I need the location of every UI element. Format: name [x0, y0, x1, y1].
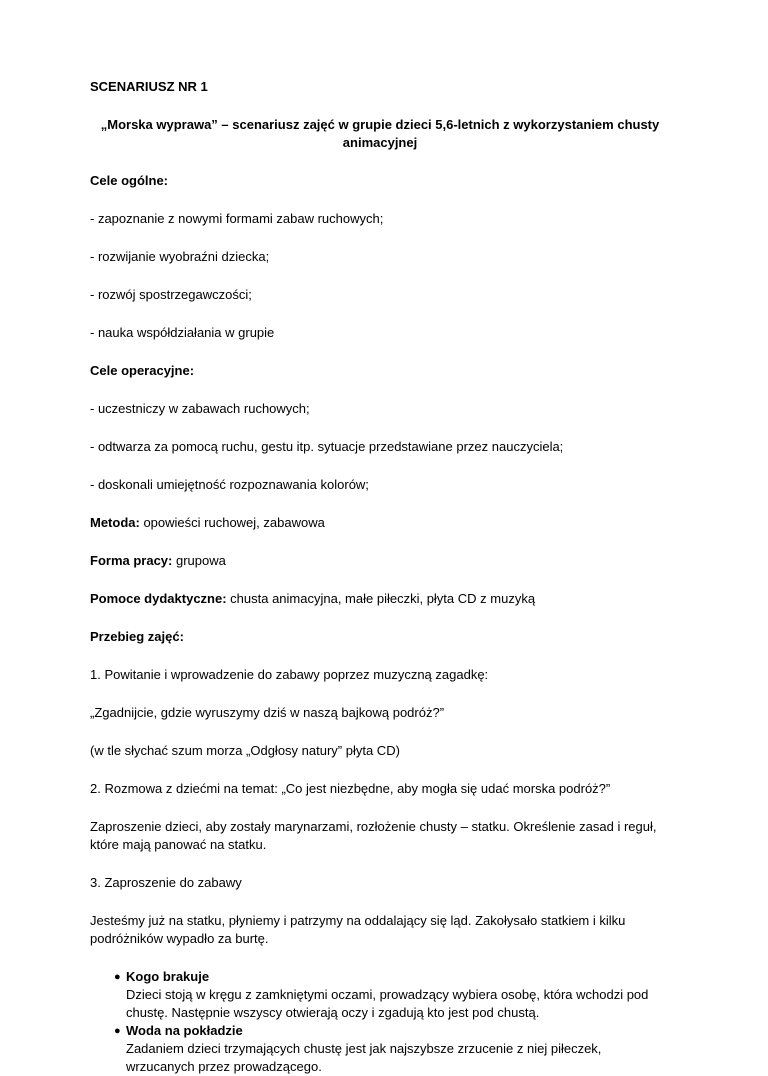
form-label: Forma pracy:: [90, 553, 173, 568]
course-paragraph: 3. Zaproszenie do zabawy: [90, 875, 242, 890]
general-goals-heading: Cele ogólne:: [90, 173, 169, 188]
operational-goal-item: - uczestniczy w zabawach ruchowych;: [90, 401, 310, 416]
activity-description: Dzieci stoją w kręgu z zamkniętymi oczami, prowadzący wybiera osobę, która wchodzi pod chustę. Następnie wszyscy otwierają oczy i zgadują kto jest pod chustą.: [126, 987, 649, 1020]
general-goal-item: - rozwijanie wyobraźni dziecka;: [90, 249, 270, 264]
method-value: opowieści ruchowej, zabawowa: [139, 515, 325, 530]
form-line: [90, 552, 670, 570]
activities-list: [90, 968, 670, 1076]
method-line: [90, 514, 670, 532]
activity-description: Zadaniem dzieci trzymających chustę jest jak najszybsze zrzucenie z niej piłeczek, wrzucanych przez prowadzącego.: [126, 1041, 602, 1074]
aids-line: [90, 590, 670, 608]
operational-goal-item: - odtwarza za pomocą ruchu, gestu itp. sytuacje przedstawiane przez nauczyciela;: [90, 439, 564, 454]
course-paragraph: Zaproszenie dzieci, aby zostały marynarzami, rozłożenie chusty – statku. Określenie zasad i reguł, które mają panować na statku.: [90, 819, 657, 852]
general-goal-item: - rozwój spostrzegawczości;: [90, 287, 252, 302]
course-paragraph: 2. Rozmowa z dziećmi na temat: „Co jest niezbędne, aby mogła się udać morska podróż?”: [90, 781, 611, 796]
form-value: grupowa: [172, 553, 226, 568]
course-paragraph: 1. Powitanie i wprowadzenie do zabawy poprzez muzyczną zagadkę:: [90, 667, 489, 682]
general-goal-item: - zapoznanie z nowymi formami zabaw ruchowych;: [90, 211, 384, 226]
document-title: „Morska wyprawa” – scenariusz zajęć w grupie dzieci 5,6-letnich z wykorzystaniem chusty animacyjnej: [100, 117, 660, 150]
aids-value: chusta animacyjna, małe piłeczki, płyta CD z muzyką: [226, 591, 536, 606]
activity-name: Kogo brakuje: [126, 969, 210, 984]
operational-goal-item: - doskonali umiejętność rozpoznawania kolorów;: [90, 477, 369, 492]
activity-name: Woda na pokładzie: [126, 1023, 243, 1038]
list-item: [90, 1022, 670, 1076]
aids-label: Pomoce dydaktyczne:: [90, 591, 227, 606]
course-paragraph: Jesteśmy już na statku, płyniemy i patrzymy na oddalający się ląd. Zakołysało statkiem i kilku podróżników wypadło za burtę.: [90, 913, 626, 946]
general-goal-item: - nauka współdziałania w grupie: [90, 325, 275, 340]
operational-goals-heading: Cele operacyjne:: [90, 363, 195, 378]
course-paragraph: „Zgadnijcie, gdzie wyruszymy dziś w naszą bajkową podróż?”: [90, 705, 445, 720]
bullet-icon: ●: [114, 1025, 121, 1037]
course-paragraph: (w tle słychać szum morza „Odgłosy natury” płyta CD): [90, 743, 400, 758]
document-header: SCENARIUSZ NR 1: [90, 79, 208, 94]
method-label: Metoda:: [90, 515, 140, 530]
document-page: [90, 78, 670, 1076]
bullet-icon: ●: [114, 971, 121, 983]
list-item: [90, 968, 670, 1022]
course-heading: Przebieg zajęć:: [90, 629, 184, 644]
